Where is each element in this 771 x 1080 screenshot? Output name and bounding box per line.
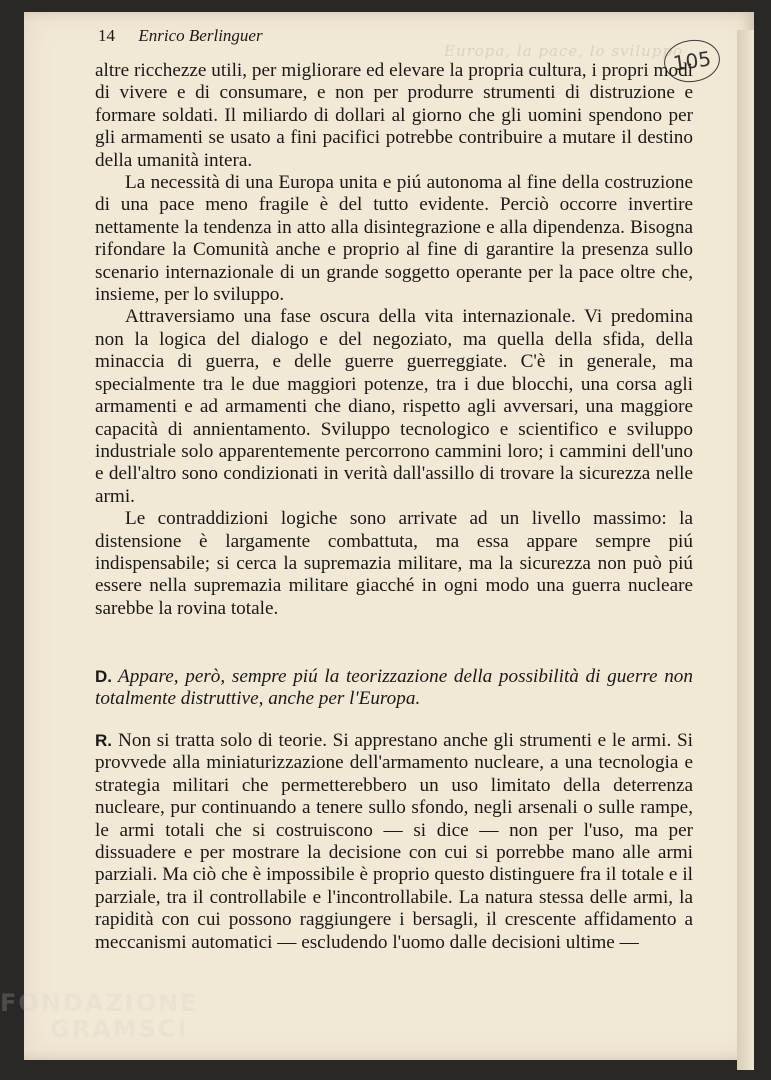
answer-label: R. [95,731,112,750]
paragraph: Attraversiamo una fase oscura della vita internazionale. Vi predomina non la logica del dialogo e del negoziato, ma quella della sfida, della minaccia di guerra, e delle guerre guerreggiate. C'è in generale, ma specialmente tra le due maggiori potenze, tra i due blocchi, una corsa agli armamenti e ad armamenti che diano, rispetto agli avversari, una maggiore capacità di annientamento. Sviluppo tecnologico e scientifico e sviluppo industriale solo apparentemente percorrono cammini loro; i cammini dell'uno e dell'altro sono condizionati in verità dall'assillo di trovare la sicurezza nelle armi. [95,306,693,507]
paragraph: Le contraddizioni logiche sono arrivate ad un livello massimo: la distensione è largamente combattuta, ma essa appare sempre piú indispensabile; si cerca la supremazia militare, ma la sicurezza non può piú essere nella supremazia militare giacché in ogni modo una guerra nucleare sarebbe la rovina totale. [95,508,693,619]
watermark-line-2: GRAMSCI [50,1015,189,1043]
question-label: D. [95,667,112,686]
bleed-through-text: Europa, la pace, lo sviluppo [444,42,684,60]
paragraph-continuation: altre ricchezze utili, per migliorare ed elevare la propria cultura, i propri modi di vivere e di consumare, e non per produrre strumenti di distruzione e formare soldati. Il miliardo di dollari al giorno che gli uomini spendono per gli armamenti se usato a fini pacifici potrebbe contribuire a mutare il destino della umanità intera. [95,60,693,171]
answer-text: Non si tratta solo di teorie. Si apprestano anche gli strumenti e le armi. Si provvede alla miniaturizzazione dell'armamento nucleare, a una tecnologia e strategia militari che permetterebbero un uso limitato della deterrenza nucleare, pur continuando a tenere sullo sfondo, negli arsenali o sulle rampe, le armi totali che si costruiscono — si dice — non per l'uso, ma per dissuadere e per mostrare la decisione con cui si porrebbe mano alle armi parziali. Ma ciò che è impossibile è proprio questo distinguere fra il totale e il parziale, tra il controllabile e l'incontrollabile. La natura stessa delle armi, la rapidità con cui possono raggiungere i bersagli, il crescente affidamento a meccanismi automatici — escludendo l'uomo dalle decisioni ultime — [95,730,693,953]
archive-stamp: 105 [661,36,722,85]
question-text: Appare, però, sempre piú la teorizzazione della possibilità di guerre non totalmente distruttive, anche per l'Europa. [95,666,693,710]
page-number: 14 [98,26,115,45]
watermark-line-1: FONDAZIONE [0,989,199,1017]
interview-answer [95,730,693,954]
interview-question [95,666,693,711]
page-edge [737,30,754,1070]
paragraph: La necessità di una Europa unita e piú autonoma al fine della costruzione di una pace meno fragile è del tutto evidente. Perciò occorre invertire nettamente la tendenza in atto alla disintegrazione e alla dipendenza. Bisogna rifondare la Comunità anche e proprio al fine di garantire la presenza sullo scenario internazionale di un grande soggetto operante per la pace oltre che, insieme, per lo sviluppo. [95,172,693,306]
watermark [0,990,199,1042]
running-head-author: Enrico Berlinguer [138,26,263,45]
body-text [95,60,693,620]
running-head [98,26,263,46]
